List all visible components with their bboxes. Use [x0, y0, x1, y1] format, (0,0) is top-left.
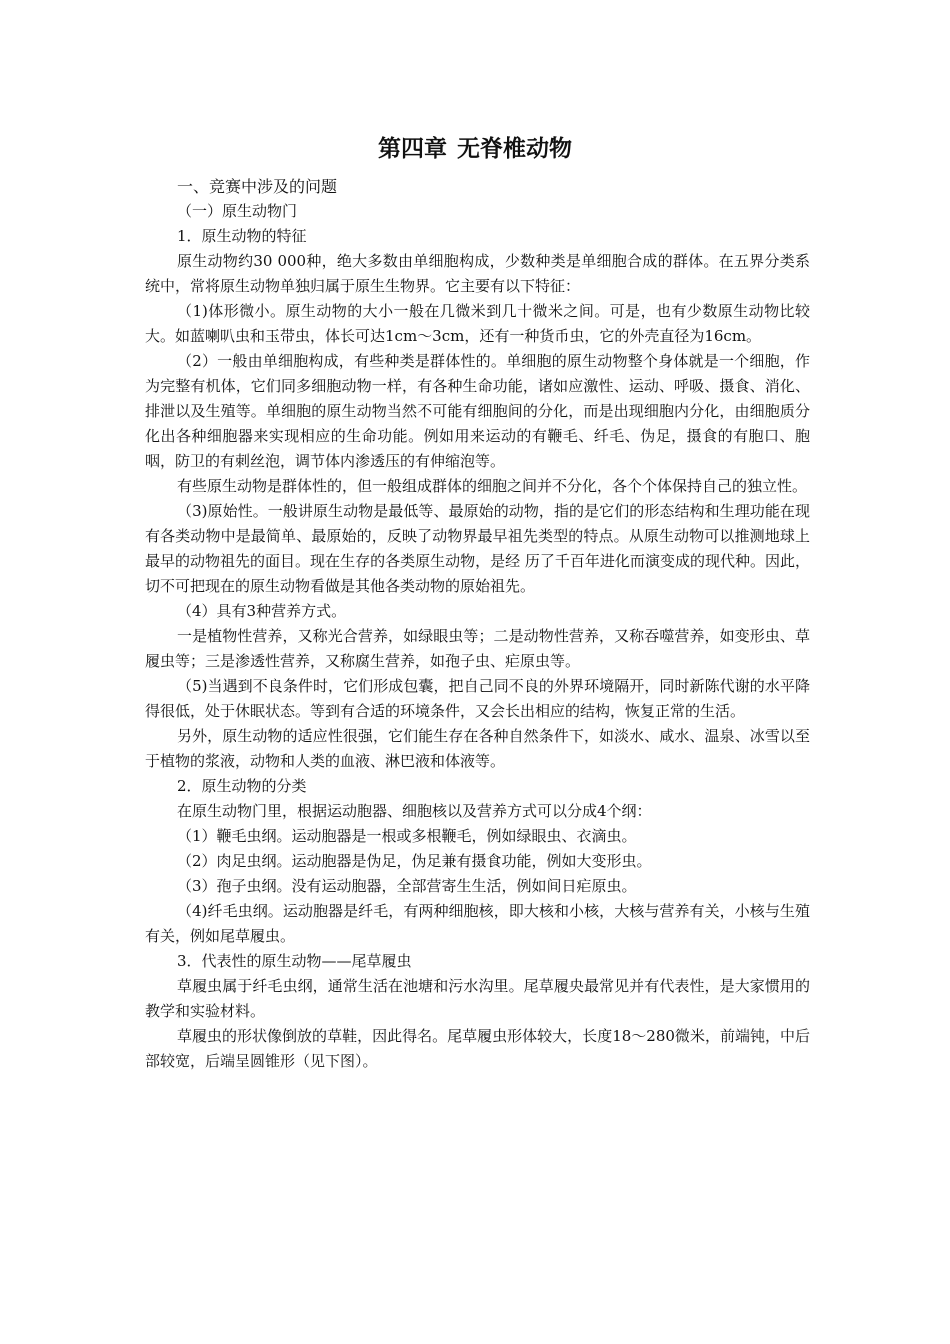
paragraph: （2）一般由单细胞构成，有些种类是群体性的。单细胞的原生动物整个身体就是一个细胞，作为完整有机体，它们同多细胞动物一样，有各种生命功能，诸如应激性、运动、呼吸、摄食、消化、排泄以及生殖等。单细胞的原生动物当然不可能有细胞间的分化，而是出现细胞内分化，由细胞质分化出各种细胞器来实现相应的生命功能。例如用来运动的有鞭毛、纤毛、伪足，摄食的有胞口、胞咽，防卫的有刺丝泡，调节体内渗透压的有伸缩泡等。: [145, 352, 810, 470]
topic-heading: 1．原生动物的特征: [177, 227, 307, 245]
topic-heading: 3．代表性的原生动物——尾草履虫: [177, 952, 412, 970]
chapter-name: 无脊椎动物: [457, 135, 572, 162]
subsection-heading: （一）原生动物门: [177, 202, 298, 220]
topic-heading: 2．原生动物的分类: [177, 777, 307, 795]
paragraph: 草履虫属于纤毛虫纲，通常生活在池塘和污水沟里。尾草履央最常见并有代表性，是大家惯用的教学和实验材料。: [145, 977, 810, 1020]
paragraph: 一是植物性营养，又称光合营养，如绿眼虫等；二是动物性营养，又称吞噬营养，如变形虫、草履虫等；三是渗透性营养，又称腐生营养，如孢子虫、疟原虫等。: [145, 627, 810, 670]
list-item: （4)纤毛虫纲。运动胞器是纤毛，有两种细胞核，即大核和小核，大核与营养有关，小核与生殖有关，例如尾草履虫。: [145, 902, 810, 945]
paragraph: 在原生动物门里，根据运动胞器、细胞核以及营养方式可以分成4个纲：: [177, 802, 652, 820]
list-item: （2）肉足虫纲。运动胞器是伪足，伪足兼有摄食功能，例如大变形虫。: [177, 852, 652, 870]
chapter-title: [0, 133, 950, 165]
section-heading: 一、竞赛中涉及的问题: [177, 177, 338, 196]
body-text: [145, 174, 810, 1074]
list-item: （3）孢子虫纲。没有运动胞器，全部营寄生生活，例如间日疟原虫。: [177, 877, 637, 895]
paragraph: 有些原生动物是群体性的，但一般组成群体的细胞之间并不分化，各个个体保持自己的独立性。: [177, 477, 808, 495]
paragraph: 草履虫的形状像倒放的草鞋，因此得名。尾草履虫形体较大，长度18～280微米，前端钝，中后部较宽，后端呈圆锥形（见下图）。: [145, 1027, 810, 1070]
paragraph: 原生动物约30 000种，绝大多数由单细胞构成，少数种类是单细胞合成的群体。在五界分类系统中，常将原生动物单独归属于原生生物界。它主要有以下特征：: [145, 252, 810, 295]
chapter-number: 第四章: [378, 135, 447, 162]
paragraph: （5)当遇到不良条件时，它们形成包囊，把自己同不良的外界环境隔开，同时新陈代谢的水平降得很低，处于休眠状态。等到有合适的环境条件，又会长出相应的结构，恢复正常的生活。: [145, 677, 810, 720]
paragraph: （1)体形微小。原生动物的大小一般在几微米到几十微米之间。可是，也有少数原生动物比较大。如蓝喇叭虫和玉带虫，体长可达1cm～3cm，还有一种货币虫，它的外壳直径为16cm。: [145, 302, 810, 345]
paragraph: （4）具有3种营养方式。: [177, 602, 347, 620]
paragraph: （3)原始性。一般讲原生动物是最低等、最原始的动物，指的是它们的形态结构和生理功能在现有各类动物中是最简单、最原始的，反映了动物界最早祖先类型的特点。从原生动物可以推测地球上最早的动物祖先的面目。现在生存的各类原生动物，是经 历了千百年进化而演变成的现代种。因此，切不可把现在的原生动物看做是其他各类动物的原始祖先。: [145, 502, 810, 595]
list-item: （1）鞭毛虫纲。运动胞器是一根或多根鞭毛，例如绿眼虫、衣滴虫。: [177, 827, 637, 845]
paragraph: 另外，原生动物的适应性很强，它们能生存在各种自然条件下，如淡水、咸水、温泉、冰雪以至于植物的浆液，动物和人类的血液、淋巴液和体液等。: [145, 727, 810, 770]
